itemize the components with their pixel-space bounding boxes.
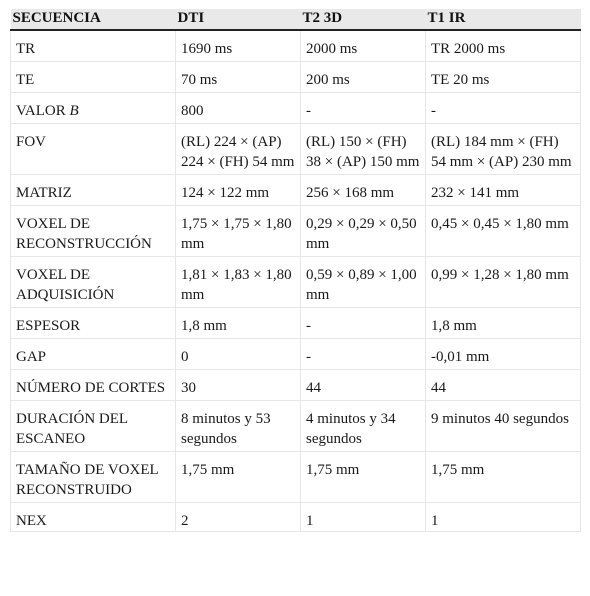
cell-dti: 124 × 122 mm — [176, 175, 301, 206]
cell-t2-3d: - — [301, 308, 426, 339]
header-secuencia: SECUENCIA — [11, 9, 176, 30]
table-row — [11, 30, 581, 62]
header-dti: DTI — [176, 9, 301, 30]
cell-t2-3d: 1,75 mm — [301, 452, 426, 503]
cell-t2-3d: 256 × 168 mm — [301, 175, 426, 206]
table-row — [11, 93, 581, 124]
header-row — [11, 9, 581, 30]
row-label-text: VALOR — [16, 103, 66, 119]
cell-t2-3d: (RL) 150 × (FH) 38 × (AP) 150 mm — [301, 124, 426, 175]
row-label-italic: B — [69, 103, 79, 119]
cell-t2-3d: 200 ms — [301, 62, 426, 93]
cell-t2-3d: 1 — [301, 503, 426, 532]
cell-t2-3d: 0,59 × 0,89 × 1,00 mm — [301, 257, 426, 308]
row-label: VOXEL DE RECONSTRUCCIÓN — [11, 206, 176, 257]
table-row — [11, 308, 581, 339]
cell-t1-ir: 232 × 141 mm — [426, 175, 581, 206]
table-row — [11, 339, 581, 370]
table-row — [11, 401, 581, 452]
cell-t1-ir: 1,8 mm — [426, 308, 581, 339]
cell-t1-ir: 44 — [426, 370, 581, 401]
cell-t1-ir: TR 2000 ms — [426, 30, 581, 62]
parameters-table-container — [10, 9, 580, 532]
table-row — [11, 206, 581, 257]
cell-t2-3d: - — [301, 339, 426, 370]
cell-t1-ir: 0,45 × 0,45 × 1,80 mm — [426, 206, 581, 257]
cell-t2-3d: 44 — [301, 370, 426, 401]
cell-dti: 1,8 mm — [176, 308, 301, 339]
cell-dti: 1,75 × 1,75 × 1,80 mm — [176, 206, 301, 257]
cell-dti: (RL) 224 × (AP) 224 × (FH) 54 mm — [176, 124, 301, 175]
row-label: DURACIÓN DEL ESCANEO — [11, 401, 176, 452]
cell-dti: 0 — [176, 339, 301, 370]
cell-dti: 1690 ms — [176, 30, 301, 62]
row-label: ESPESOR — [11, 308, 176, 339]
cell-dti: 800 — [176, 93, 301, 124]
row-label: NÚMERO DE CORTES — [11, 370, 176, 401]
cell-t1-ir: 0,99 × 1,28 × 1,80 mm — [426, 257, 581, 308]
row-label: TE — [11, 62, 176, 93]
header-t2-3d: T2 3D — [301, 9, 426, 30]
parameters-table — [10, 9, 581, 532]
cell-dti: 8 minutos y 53 segundos — [176, 401, 301, 452]
cell-t1-ir: (RL) 184 mm × (FH) 54 mm × (AP) 230 mm — [426, 124, 581, 175]
row-label: NEX — [11, 503, 176, 532]
table-row — [11, 175, 581, 206]
row-label: MATRIZ — [11, 175, 176, 206]
cell-t2-3d: 2000 ms — [301, 30, 426, 62]
table-row — [11, 124, 581, 175]
cell-dti: 1,75 mm — [176, 452, 301, 503]
cell-t1-ir: -0,01 mm — [426, 339, 581, 370]
table-row — [11, 370, 581, 401]
cell-t1-ir: 9 minutos 40 segundos — [426, 401, 581, 452]
cell-t1-ir: 1,75 mm — [426, 452, 581, 503]
cell-dti: 2 — [176, 503, 301, 532]
table-row — [11, 503, 581, 532]
cell-t1-ir: 1 — [426, 503, 581, 532]
cell-t1-ir: - — [426, 93, 581, 124]
table-row — [11, 257, 581, 308]
cell-t2-3d: - — [301, 93, 426, 124]
row-label: FOV — [11, 124, 176, 175]
table-header — [11, 9, 581, 30]
header-t1-ir: T1 IR — [426, 9, 581, 30]
table-row — [11, 452, 581, 503]
row-label: GAP — [11, 339, 176, 370]
cell-t2-3d: 0,29 × 0,29 × 0,50 mm — [301, 206, 426, 257]
row-label: TR — [11, 30, 176, 62]
table-row — [11, 62, 581, 93]
cell-t1-ir: TE 20 ms — [426, 62, 581, 93]
cell-dti: 30 — [176, 370, 301, 401]
row-label: TAMAÑO DE VOXEL RECONSTRUIDO — [11, 452, 176, 503]
table-body — [11, 30, 581, 532]
cell-dti: 1,81 × 1,83 × 1,80 mm — [176, 257, 301, 308]
cell-dti: 70 ms — [176, 62, 301, 93]
cell-t2-3d: 4 minutos y 34 segundos — [301, 401, 426, 452]
row-label: VOXEL DE ADQUISICIÓN — [11, 257, 176, 308]
row-label — [11, 93, 176, 124]
